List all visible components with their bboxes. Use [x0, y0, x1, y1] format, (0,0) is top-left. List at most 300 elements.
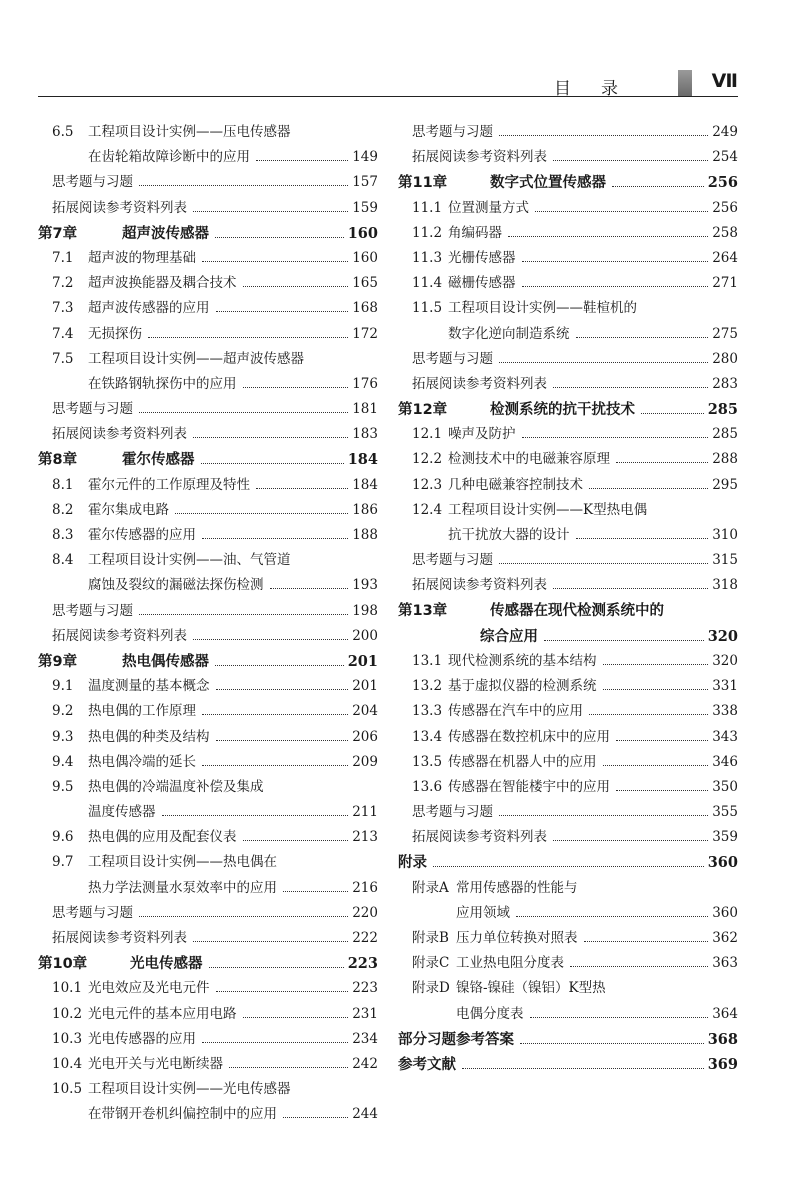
chapter-number: 第8章 — [38, 452, 78, 469]
toc-entry[interactable] — [398, 976, 738, 1001]
dot-leader — [148, 337, 348, 338]
section-title: 热电偶冷端的延长 — [88, 753, 196, 770]
page-number: 249 — [712, 124, 738, 140]
dot-leader — [616, 790, 708, 791]
dot-leader — [522, 437, 709, 438]
section-title-continued: 应用领域 — [456, 904, 510, 921]
page-number: 355 — [712, 804, 738, 821]
page-number: 280 — [712, 350, 738, 367]
toc-entry[interactable] — [38, 976, 378, 1001]
misc-entry-title: 思考题与习题 — [412, 552, 493, 569]
dot-leader — [589, 488, 708, 489]
section-number: 9.1 — [52, 678, 74, 695]
section-title: 角编码器 — [448, 224, 502, 241]
section-number: 7.4 — [52, 325, 74, 342]
page-number: 184 — [347, 451, 378, 469]
dot-leader — [193, 941, 348, 942]
toc-entry[interactable] — [398, 901, 738, 926]
toc-entry[interactable] — [398, 750, 738, 775]
toc-entry[interactable] — [38, 271, 378, 296]
section-number: 10.2 — [52, 1005, 83, 1022]
toc-entry[interactable] — [38, 170, 378, 195]
toc-entry[interactable] — [398, 850, 738, 875]
page-number: 200 — [352, 627, 378, 644]
toc-entry[interactable] — [38, 473, 378, 498]
page-number: 172 — [352, 325, 378, 342]
page-number: 201 — [352, 678, 378, 695]
page-number: 209 — [352, 753, 378, 770]
toc-entry[interactable] — [398, 170, 738, 195]
section-number: 7.3 — [52, 300, 74, 317]
section-number: 附录A — [412, 879, 449, 896]
dot-leader — [535, 211, 708, 212]
section-title-continued: 在带钢开卷机纠偏控制中的应用 — [88, 1106, 277, 1123]
toc-entry[interactable] — [38, 599, 378, 624]
toc-entry[interactable] — [38, 347, 378, 372]
misc-entry-title: 思考题与习题 — [412, 124, 493, 140]
misc-entry-title: 拓展阅读参考资料列表 — [52, 930, 187, 946]
section-title: 热电偶的种类及结构 — [88, 728, 210, 745]
page-number: 168 — [352, 300, 378, 317]
dot-leader — [162, 815, 349, 816]
page-number: 220 — [352, 904, 378, 921]
page-number: 288 — [712, 451, 738, 468]
section-title-continued: 抗干扰放大器的设计 — [448, 527, 570, 543]
page-number: 244 — [352, 1106, 378, 1123]
section-number: 9.2 — [52, 703, 74, 720]
toc-entry[interactable] — [398, 347, 738, 372]
section-title: 超声波传感器的应用 — [88, 300, 210, 317]
dot-leader — [530, 1017, 709, 1018]
toc-left-column — [38, 120, 378, 1128]
section-title: 热电偶的应用及配套仪表 — [88, 829, 237, 846]
toc-entry[interactable] — [398, 699, 738, 724]
dot-leader — [243, 1017, 349, 1018]
toc-entry[interactable] — [398, 196, 738, 221]
toc-entry[interactable] — [398, 145, 738, 170]
section-number: 7.2 — [52, 275, 74, 292]
toc-entry[interactable] — [38, 422, 378, 447]
page-number: 183 — [352, 426, 378, 443]
dot-leader — [209, 967, 344, 968]
dot-leader — [202, 261, 348, 262]
dot-leader — [603, 664, 709, 665]
page-number: 368 — [707, 1030, 738, 1048]
toc-entry[interactable] — [38, 649, 378, 674]
page-number: 216 — [352, 879, 378, 896]
dot-leader — [283, 1117, 348, 1118]
dot-leader — [576, 337, 709, 338]
dot-leader — [139, 185, 348, 186]
misc-entry-title: 拓展阅读参考资料列表 — [412, 149, 547, 166]
page-number: 275 — [712, 325, 738, 342]
misc-entry-title: 思考题与习题 — [52, 904, 133, 921]
section-title: 几种电磁兼容控制技术 — [448, 476, 583, 493]
toc-entry[interactable] — [398, 1052, 738, 1077]
dot-leader — [499, 362, 708, 363]
dot-leader — [139, 916, 348, 917]
section-number: 12.4 — [412, 501, 443, 518]
section-title: 传感器在数控机床中的应用 — [448, 728, 610, 745]
dot-leader — [193, 211, 348, 212]
dot-leader — [462, 1068, 704, 1069]
toc-entry[interactable] — [398, 473, 738, 498]
page-number: 223 — [347, 955, 378, 973]
toc-entry[interactable] — [398, 397, 738, 422]
toc-entry[interactable] — [398, 372, 738, 397]
section-title-continued: 腐蚀及裂纹的漏磁法探伤检测 — [88, 577, 264, 594]
section-number: 12.2 — [412, 451, 443, 468]
toc-entry[interactable] — [398, 951, 738, 976]
section-number: 8.2 — [52, 501, 74, 518]
section-title: 常用传感器的性能与 — [456, 879, 578, 896]
page-number: 160 — [347, 224, 378, 242]
page-number: 157 — [352, 174, 378, 191]
section-number: 11.3 — [412, 249, 443, 266]
section-title: 位置测量方式 — [448, 199, 529, 216]
toc-entry[interactable] — [38, 397, 378, 422]
toc-entry[interactable] — [38, 750, 378, 775]
dot-leader — [576, 538, 709, 539]
toc-entry[interactable] — [398, 120, 738, 145]
toc-entry[interactable] — [398, 523, 738, 548]
toc-entry[interactable] — [398, 775, 738, 800]
page-number: 256 — [712, 199, 738, 216]
section-title-continued: 在齿轮箱故障诊断中的应用 — [88, 149, 250, 166]
section-title: 工程项目设计实例——鞋楦机的 — [448, 300, 637, 317]
section-title: 霍尔传感器的应用 — [88, 527, 196, 543]
chapter-title: 热电偶传感器 — [122, 653, 209, 670]
dot-leader — [216, 311, 349, 312]
toc-entry[interactable] — [398, 322, 738, 347]
section-number: 11.5 — [412, 300, 443, 317]
section-title: 工程项目设计实例——压电传感器 — [88, 124, 291, 140]
page-number: 181 — [352, 401, 378, 418]
page-number: 258 — [712, 224, 738, 241]
toc-entry[interactable] — [38, 548, 378, 573]
toc-entry[interactable] — [38, 1077, 378, 1102]
toc-entry[interactable] — [398, 271, 738, 296]
misc-entry-title: 拓展阅读参考资料列表 — [52, 426, 187, 443]
section-title: 工程项目设计实例——光电传感器 — [88, 1081, 291, 1098]
toc-entry[interactable] — [38, 725, 378, 750]
chapter-title: 传感器在现代检测系统中的 — [490, 602, 664, 619]
page-number: 159 — [352, 199, 378, 216]
section-title: 温度测量的基本概念 — [88, 678, 210, 695]
page-number: 165 — [352, 275, 378, 292]
section-number: 8.3 — [52, 527, 74, 543]
dot-leader — [243, 387, 349, 388]
toc-entry[interactable] — [398, 825, 738, 850]
dot-leader — [216, 740, 349, 741]
misc-entry-title: 思考题与习题 — [52, 602, 133, 619]
section-title: 传感器在智能楼宇中的应用 — [448, 778, 610, 795]
page-number: 338 — [712, 703, 738, 720]
toc-entry[interactable] — [38, 145, 378, 170]
dot-leader — [520, 1043, 704, 1044]
misc-entry-title: 拓展阅读参考资料列表 — [412, 577, 547, 594]
page-number: 213 — [352, 829, 378, 846]
toc-entry[interactable] — [398, 649, 738, 674]
section-number: 13.3 — [412, 703, 443, 720]
toc-entry[interactable] — [38, 800, 378, 825]
chapter-number: 第7章 — [38, 225, 78, 242]
section-number: 附录C — [412, 955, 450, 972]
section-number: 9.6 — [52, 829, 74, 846]
page-number: 223 — [352, 980, 378, 997]
page-number: 176 — [352, 375, 378, 392]
page-number: 369 — [707, 1055, 738, 1073]
page-number: 193 — [352, 577, 378, 594]
dot-leader — [584, 941, 709, 942]
chapter-number: 第13章 — [398, 602, 448, 619]
toc-entry[interactable] — [398, 1027, 738, 1052]
dot-leader — [229, 1067, 348, 1068]
page-number: 285 — [712, 426, 738, 443]
dot-leader — [243, 286, 349, 287]
toc-entry[interactable] — [398, 422, 738, 447]
appendix-heading: 附录 — [398, 855, 427, 872]
section-title: 霍尔元件的工作原理及特性 — [88, 476, 250, 493]
section-title: 压力单位转换对照表 — [456, 930, 578, 946]
toc-entry[interactable] — [398, 447, 738, 472]
dot-leader — [215, 237, 344, 238]
toc-entry[interactable] — [38, 573, 378, 598]
section-number: 11.4 — [412, 275, 443, 292]
section-title: 无损探伤 — [88, 325, 142, 342]
section-number: 13.5 — [412, 753, 443, 770]
page-number: 295 — [712, 476, 738, 493]
section-number: 附录D — [412, 980, 450, 997]
dot-leader — [243, 840, 349, 841]
section-number: 13.1 — [412, 652, 443, 669]
chapter-title-continued: 综合应用 — [480, 628, 538, 645]
dot-leader — [283, 891, 348, 892]
toc-entry[interactable] — [398, 498, 738, 523]
section-number: 7.5 — [52, 350, 74, 367]
section-title: 检测技术中的电磁兼容原理 — [448, 451, 610, 468]
page-number: 310 — [712, 527, 738, 543]
section-title-continued: 在铁路钢轨探伤中的应用 — [88, 375, 237, 392]
section-title-continued: 温度传感器 — [88, 804, 156, 821]
section-title: 镍铬-镍硅（镍铝）K型热 — [456, 980, 606, 997]
toc-entry[interactable] — [398, 296, 738, 321]
toc-entry[interactable] — [38, 372, 378, 397]
dot-leader — [616, 462, 708, 463]
toc-entry[interactable] — [38, 926, 378, 951]
page-number: 242 — [352, 1055, 378, 1072]
dot-leader — [522, 286, 709, 287]
section-number: 9.3 — [52, 728, 74, 745]
toc-entry[interactable] — [398, 599, 738, 624]
dot-leader — [499, 563, 708, 564]
section-number: 10.5 — [52, 1081, 83, 1098]
toc-entry[interactable] — [38, 523, 378, 548]
page-number: 285 — [707, 401, 738, 419]
page-number: 350 — [712, 778, 738, 795]
section-title: 磁栅传感器 — [448, 275, 516, 292]
page-number: 360 — [707, 854, 738, 872]
dot-leader — [139, 412, 348, 413]
dot-leader — [499, 815, 708, 816]
dot-leader — [202, 765, 348, 766]
section-number: 11.1 — [412, 199, 443, 216]
dot-leader — [516, 916, 708, 917]
section-number: 12.1 — [412, 426, 443, 443]
dot-leader — [553, 840, 708, 841]
chapter-title: 数字式位置传感器 — [490, 175, 606, 192]
chapter-title: 检测系统的抗干扰技术 — [490, 402, 635, 419]
page-number: 149 — [352, 149, 378, 166]
dot-leader — [201, 463, 344, 464]
section-number: 13.6 — [412, 778, 443, 795]
page-number: 222 — [352, 930, 378, 946]
section-number: 10.3 — [52, 1030, 83, 1047]
dot-leader — [499, 135, 708, 136]
dot-leader — [570, 966, 708, 967]
section-title-continued: 电偶分度表 — [456, 1005, 524, 1022]
toc-entry[interactable] — [38, 296, 378, 321]
page-number: 271 — [712, 275, 738, 292]
chapter-title: 光电传感器 — [130, 956, 203, 973]
toc-entry[interactable] — [38, 1027, 378, 1052]
page-header — [38, 66, 738, 98]
section-title-continued: 数字化逆向制造系统 — [448, 325, 570, 342]
page-number: 206 — [352, 728, 378, 745]
page-number: 201 — [347, 652, 378, 670]
section-title: 工程项目设计实例——超声波传感器 — [88, 350, 304, 367]
section-number: 12.3 — [412, 476, 443, 493]
toc-entry[interactable] — [398, 573, 738, 598]
section-title: 传感器在机器人中的应用 — [448, 753, 597, 770]
dot-leader — [175, 513, 348, 514]
page-number: 186 — [352, 501, 378, 518]
page-number: 283 — [712, 375, 738, 392]
dot-leader — [589, 714, 708, 715]
toc-entry[interactable] — [38, 699, 378, 724]
dot-leader — [553, 160, 708, 161]
misc-entry-title: 拓展阅读参考资料列表 — [52, 199, 187, 216]
toc-entry[interactable] — [38, 951, 378, 976]
dot-leader — [270, 588, 349, 589]
toc-entry[interactable] — [38, 1002, 378, 1027]
page-number: 362 — [712, 930, 738, 946]
dot-leader — [641, 413, 704, 414]
header-rule — [38, 96, 738, 97]
toc-entry[interactable] — [398, 876, 738, 901]
appendix-heading: 参考文献 — [398, 1056, 456, 1073]
section-number: 11.2 — [412, 224, 443, 241]
header-title: 目录 — [554, 79, 648, 99]
dot-leader — [616, 740, 708, 741]
dot-leader — [193, 437, 348, 438]
toc-entry[interactable] — [38, 901, 378, 926]
page-number: 184 — [352, 476, 378, 493]
toc-entry[interactable] — [38, 1102, 378, 1127]
page-number: 320 — [712, 652, 738, 669]
dot-leader — [256, 488, 348, 489]
toc-entry[interactable] — [398, 926, 738, 951]
page-number: 359 — [712, 829, 738, 846]
section-title: 噪声及防护 — [448, 426, 516, 443]
toc-entry[interactable] — [38, 850, 378, 875]
dot-leader — [202, 714, 348, 715]
page-number: 363 — [712, 955, 738, 972]
toc-right-column — [398, 120, 738, 1077]
toc-entry[interactable] — [38, 775, 378, 800]
section-title: 工程项目设计实例——油、气管道 — [88, 552, 291, 569]
page-number: 264 — [712, 249, 738, 266]
toc-entry[interactable] — [38, 825, 378, 850]
dot-leader — [433, 866, 704, 867]
toc-entry[interactable] — [398, 624, 738, 649]
section-title: 光电效应及光电元件 — [88, 980, 210, 997]
toc-entry[interactable] — [38, 674, 378, 699]
chapter-number: 第11章 — [398, 175, 448, 192]
page-number: 364 — [712, 1005, 738, 1022]
misc-entry-title: 思考题与习题 — [412, 804, 493, 821]
dot-leader — [544, 640, 704, 641]
dot-leader — [612, 186, 704, 187]
toc-entry[interactable] — [38, 624, 378, 649]
toc-entry[interactable] — [38, 498, 378, 523]
section-number: 13.4 — [412, 728, 443, 745]
dot-leader — [553, 588, 708, 589]
toc-entry[interactable] — [398, 674, 738, 699]
section-title: 工程项目设计实例——热电偶在 — [88, 854, 277, 871]
toc-entry[interactable] — [38, 876, 378, 901]
page-number: 315 — [712, 552, 738, 569]
chapter-number: 第12章 — [398, 402, 448, 419]
toc-entry[interactable] — [38, 322, 378, 347]
toc-entry[interactable] — [398, 221, 738, 246]
misc-entry-title: 思考题与习题 — [52, 174, 133, 191]
toc-entry[interactable] — [38, 246, 378, 271]
appendix-heading: 部分习题参考答案 — [398, 1031, 514, 1048]
toc-entry[interactable] — [38, 196, 378, 221]
toc-entry[interactable] — [38, 1052, 378, 1077]
toc-entry[interactable] — [398, 725, 738, 750]
toc-entry[interactable] — [398, 246, 738, 271]
section-title: 光栅传感器 — [448, 249, 516, 266]
section-number: 9.7 — [52, 854, 74, 871]
toc-entry[interactable] — [38, 447, 378, 472]
page-number: 160 — [352, 249, 378, 266]
section-title: 超声波换能器及耦合技术 — [88, 275, 237, 292]
dot-leader — [553, 387, 708, 388]
page-number: 204 — [352, 703, 378, 720]
toc-entry[interactable] — [398, 548, 738, 573]
section-title: 热电偶的工作原理 — [88, 703, 196, 720]
toc-entry[interactable] — [38, 120, 378, 145]
chapter-title: 霍尔传感器 — [122, 452, 195, 469]
toc-entry[interactable] — [398, 800, 738, 825]
section-title: 工业热电阻分度表 — [456, 955, 564, 972]
toc-entry[interactable] — [38, 221, 378, 246]
page-number: 360 — [712, 904, 738, 921]
section-title: 光电传感器的应用 — [88, 1030, 196, 1047]
section-title: 光电元件的基本应用电路 — [88, 1005, 237, 1022]
section-number: 10.1 — [52, 980, 83, 997]
page-number: 198 — [352, 602, 378, 619]
page-number: 331 — [712, 678, 738, 695]
section-title: 现代检测系统的基本结构 — [448, 652, 597, 669]
section-number: 6.5 — [52, 124, 74, 140]
misc-entry-title: 思考题与习题 — [412, 350, 493, 367]
section-number: 7.1 — [52, 249, 74, 266]
toc-entry[interactable] — [398, 1002, 738, 1027]
dot-leader — [202, 538, 348, 539]
